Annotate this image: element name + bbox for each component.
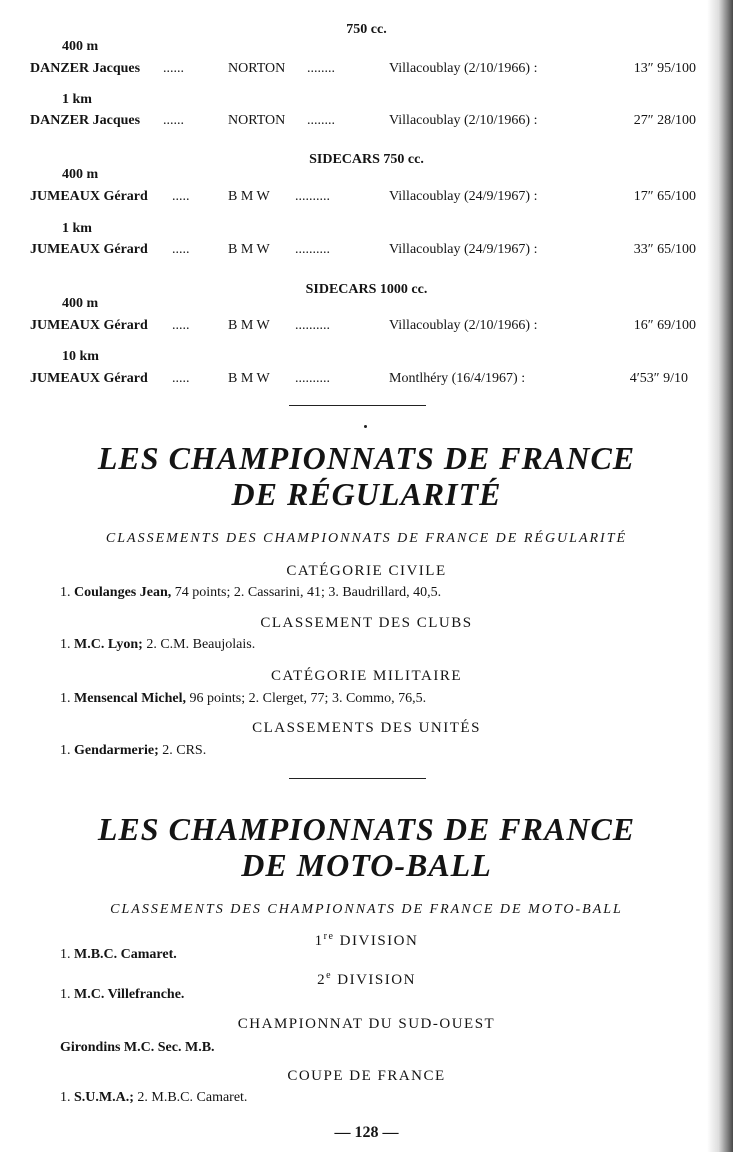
record-time: 4′53″ 9/10 (629, 371, 688, 386)
record-time: 13″ 95/100 (633, 61, 696, 76)
record-leader: .......... (295, 371, 330, 386)
result-winner: M.C. Villefranche. (74, 987, 185, 1002)
page-number: — 128 — (334, 1124, 399, 1141)
record-distance: 10 km (62, 349, 99, 364)
section-heading-sidecars-1000: SIDECARS 1000 cc. (305, 282, 428, 297)
result-rank: 1. (60, 585, 71, 600)
result-line (60, 987, 184, 1003)
result-rank: 1. (60, 637, 71, 652)
record-rider: JUMEAUX Gérard (30, 318, 148, 333)
heading-text: DIVISION (334, 933, 419, 949)
record-distance: 400 m (62, 167, 99, 182)
result-winner: M.B.C. Camaret. (74, 947, 177, 962)
category-heading: CLASSEMENT DES CLUBS (260, 615, 473, 631)
record-venue: Villacoublay (24/9/1967) : (389, 242, 538, 257)
record-distance: 400 m (62, 296, 99, 311)
result-rest: 74 points; 2. Cassarini, 41; 3. Baudrillard, 40,5. (171, 585, 442, 600)
result-line (60, 1040, 215, 1056)
section-divider (289, 778, 426, 779)
record-distance: 400 m (62, 39, 99, 54)
record-leader: .......... (295, 318, 330, 333)
motoball-subtitle: CLASSEMENTS DES CHAMPIONNATS DE FRANCE DE MOTO-BALL (110, 902, 623, 917)
record-leader: ..... (172, 189, 190, 204)
record-make: B M W (228, 189, 270, 204)
record-distance: 1 km (62, 92, 92, 107)
record-make: B M W (228, 318, 270, 333)
record-rider: JUMEAUX Gérard (30, 189, 148, 204)
record-rider: JUMEAUX Gérard (30, 371, 148, 386)
result-line (60, 947, 177, 963)
record-leader: ........ (307, 61, 335, 76)
record-time: 16″ 69/100 (633, 318, 696, 333)
result-rank: 1. (60, 987, 71, 1002)
result-winner: Mensencal Michel, (74, 691, 186, 706)
record-leader: ...... (163, 61, 184, 76)
heading-number: 2 (317, 972, 327, 988)
result-rank: 1. (60, 1090, 71, 1105)
result-line (60, 585, 441, 601)
section-heading-750: 750 cc. (346, 22, 387, 37)
record-leader: ..... (172, 318, 190, 333)
heading-superscript: e (326, 970, 333, 981)
record-leader: ........ (307, 113, 335, 128)
result-line (60, 1090, 247, 1106)
record-make: B M W (228, 242, 270, 257)
record-make: B M W (228, 371, 270, 386)
motoball-title-line2: DE MOTO-BALL (241, 847, 492, 883)
result-rest: 2. C.M. Beaujolais. (142, 637, 256, 652)
record-leader: .......... (295, 189, 330, 204)
category-heading: CHAMPIONNAT DU SUD-OUEST (237, 1016, 496, 1032)
record-leader: ..... (172, 242, 190, 257)
record-venue: Villacoublay (2/10/1966) : (389, 318, 538, 333)
result-winner: S.U.M.A.; (74, 1090, 134, 1105)
section-divider (289, 405, 426, 406)
result-rest: 2. CRS. (158, 743, 207, 758)
record-make: NORTON (228, 113, 286, 128)
motoball-title-line1: LES CHAMPIONNATS DE FRANCE (97, 811, 636, 847)
regularite-title-line1: LES CHAMPIONNATS DE FRANCE (97, 440, 636, 476)
record-distance: 1 km (62, 221, 92, 236)
record-leader: ..... (172, 371, 190, 386)
category-heading: CATÉGORIE MILITAIRE (270, 668, 463, 684)
record-rider: JUMEAUX Gérard (30, 242, 148, 257)
record-venue: Villacoublay (24/9/1967) : (389, 189, 538, 204)
record-venue: Montlhéry (16/4/1967) : (389, 371, 526, 386)
result-winner: Coulanges Jean, (74, 585, 172, 600)
record-time: 33″ 65/100 (633, 242, 696, 257)
heading-number: 1 (314, 933, 324, 949)
heading-text: DIVISION (332, 972, 416, 988)
result-line (60, 637, 255, 653)
regularite-title-line2: DE RÉGULARITÉ (231, 476, 502, 512)
record-time: 17″ 65/100 (633, 189, 696, 204)
record-venue: Villacoublay (2/10/1966) : (389, 113, 538, 128)
record-rider: DANZER Jacques (30, 61, 141, 76)
record-venue: Villacoublay (2/10/1966) : (389, 61, 538, 76)
result-rank: 1. (60, 743, 71, 758)
category-heading: COUPE DE FRANCE (287, 1068, 446, 1084)
record-make: NORTON (228, 61, 286, 76)
record-time: 27″ 28/100 (633, 113, 696, 128)
category-heading: CATÉGORIE CIVILE (286, 563, 447, 579)
record-rider: DANZER Jacques (30, 113, 141, 128)
result-rest: 2. M.B.C. Camaret. (133, 1090, 248, 1105)
result-winner: Girondins M.C. Sec. M.B. (60, 1040, 215, 1055)
divider-dot (364, 425, 367, 428)
record-leader: .......... (295, 242, 330, 257)
result-rank: 1. (60, 947, 71, 962)
heading-superscript: re (323, 931, 335, 942)
result-winner: Gendarmerie; (74, 743, 159, 758)
section-heading-sidecars-750: SIDECARS 750 cc. (309, 152, 424, 167)
category-heading: CLASSEMENTS DES UNITÉS (252, 720, 481, 736)
regularite-subtitle: CLASSEMENTS DES CHAMPIONNATS DE FRANCE DE RÉGULARITÉ (105, 531, 628, 546)
result-line (60, 691, 426, 707)
result-line (60, 743, 206, 759)
result-rank: 1. (60, 691, 71, 706)
result-winner: M.C. Lyon; (74, 637, 143, 652)
result-rest: 96 points; 2. Clerget, 77; 3. Commo, 76,5. (185, 691, 427, 706)
record-leader: ...... (163, 113, 184, 128)
